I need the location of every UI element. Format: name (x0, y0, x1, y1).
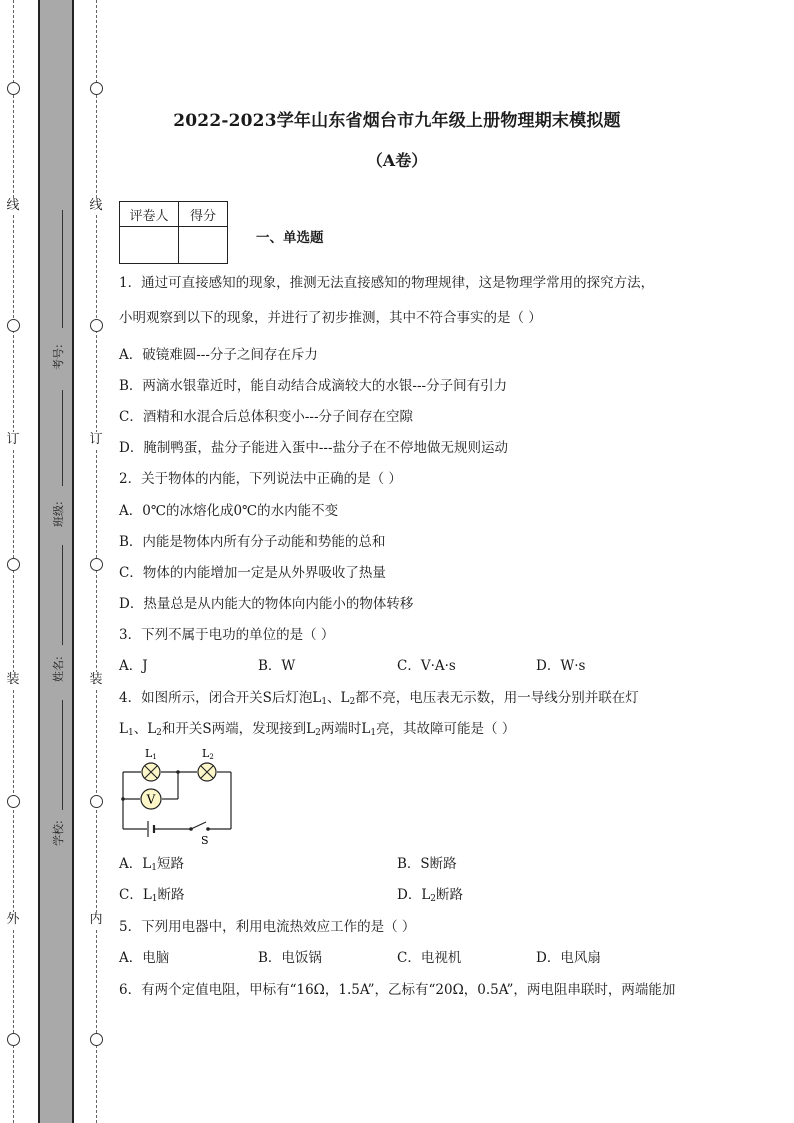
binding-hole (90, 795, 103, 808)
binding-hole (7, 319, 20, 332)
battery-symbol (148, 821, 154, 837)
field-name-blank[interactable] (62, 545, 63, 645)
field-class-blank[interactable] (62, 390, 63, 486)
q2-option-b: B．内能是物体内所有分子动能和势能的总和 (119, 534, 386, 550)
outer-mark-zhuang: 装 (6, 672, 20, 687)
score-cell[interactable] (179, 227, 228, 264)
q1-stem-line1: 1．通过可直接感知的现象，推测无法直接感知的物理规律，这是物理学常用的探究方法， (119, 275, 655, 291)
q2-stem: 2．关于物体的内能，下列说法中正确的是（ ） (119, 471, 402, 487)
q4-option-b: B．S断路 (397, 856, 457, 872)
q4-stem-line2: $L_1$、$L_2$和开关S两端，发现接到$L_2$两端时$L_1$亮，其故障可能是（ ） (119, 721, 516, 738)
q3-option-c: C．V·A·s (397, 658, 456, 674)
grader-header: 评卷人 (120, 202, 179, 227)
q6-stem: 6．有两个定值电阻，甲标有“16Ω，1.5A”，乙标有“20Ω，0.5A”，两电阻串联时，两端能加 (119, 982, 676, 998)
q2-option-a: A．0℃的冰熔化成0℃的水内能不变 (119, 503, 339, 519)
inner-mark-nei: 内 (89, 912, 103, 927)
binding-hole (90, 1033, 103, 1046)
switch-symbol (189, 822, 210, 831)
binding-hole (7, 1033, 20, 1046)
q1-stem-line2: 小明观察到以下的现象，并进行了初步推测，其中不符合事实的是（ ） (119, 310, 542, 326)
q3-stem: 3．下列不属于电功的单位的是（ ） (119, 627, 335, 643)
field-school-label: 学校: (52, 820, 65, 846)
lamp-l1-symbol (142, 763, 160, 781)
voltmeter-label: V (146, 792, 156, 807)
q4-option-a: A．$L_1$短路 (119, 856, 184, 873)
q4-option-c: C．$L_1$断路 (119, 887, 185, 904)
section-title: 一、单选题 (256, 230, 324, 246)
field-class-label: 班级: (52, 501, 65, 527)
score-header: 得分 (179, 202, 228, 227)
inner-mark-zhuang: 装 (89, 672, 103, 687)
q5-option-c: C．电视机 (397, 950, 462, 966)
score-table (119, 201, 228, 264)
binding-hole (7, 795, 20, 808)
outer-mark-ding: 订 (6, 432, 20, 447)
outer-mark-xian: 线 (6, 198, 20, 213)
q3-option-b: B．W (258, 658, 296, 674)
outer-mark-wai: 外 (6, 912, 20, 927)
q3-option-a: A．J (119, 658, 148, 674)
q2-option-c: C．物体的内能增加一定是从外界吸收了热量 (119, 565, 386, 581)
binding-hole (90, 319, 103, 332)
field-exam-number-blank[interactable] (62, 210, 63, 328)
q4-stem-line1: 4．如图所示，闭合开关S后灯泡$L_1$、$L_2$都不亮，电压表无示数，用一导线分别并联在灯 (119, 690, 639, 707)
binding-hole (90, 558, 103, 571)
inner-mark-ding: 订 (89, 432, 103, 447)
lamp-l2-label: L2 (202, 747, 214, 761)
field-exam-number-label: 考号: (52, 344, 65, 370)
q2-option-d: D．热量总是从内能大的物体向内能小的物体转移 (119, 596, 414, 612)
switch-label: S (201, 834, 209, 847)
q1-option-d: D．腌制鸭蛋，盐分子能进入蛋中---盐分子在不停地做无规则运动 (119, 440, 509, 456)
q5-option-d: D．电风扇 (536, 950, 601, 966)
page-subtitle: （A卷） (366, 151, 428, 170)
grader-cell[interactable] (120, 227, 179, 264)
binding-hole (7, 82, 20, 95)
q5-stem: 5．下列用电器中，利用电流热效应工作的是（ ） (119, 919, 416, 935)
q1-option-c: C．酒精和水混合后总体积变小---分子间存在空隙 (119, 409, 414, 425)
q4-circuit-diagram (118, 743, 240, 847)
q5-option-b: B．电饭锅 (258, 950, 322, 966)
lamp-l2-symbol (198, 763, 216, 781)
binding-hole (90, 82, 103, 95)
q5-option-a: A．电脑 (119, 950, 170, 966)
field-name-label: 姓名: (52, 656, 65, 682)
field-school-blank[interactable] (62, 700, 63, 810)
q3-option-d: D．W·s (536, 658, 586, 674)
page-title: 2022-2023学年山东省烟台市九年级上册物理期末模拟题 (173, 111, 621, 131)
binding-hole (7, 558, 20, 571)
inner-mark-xian: 线 (89, 198, 103, 213)
q1-option-b: B．两滴水银靠近时，能自动结合成滴较大的水银---分子间有引力 (119, 378, 508, 394)
lamp-l1-label: L1 (145, 747, 157, 761)
q4-option-d: D．$L_2$断路 (397, 887, 464, 904)
q1-option-a: A．破镜难圆---分子之间存在斥力 (119, 347, 318, 363)
